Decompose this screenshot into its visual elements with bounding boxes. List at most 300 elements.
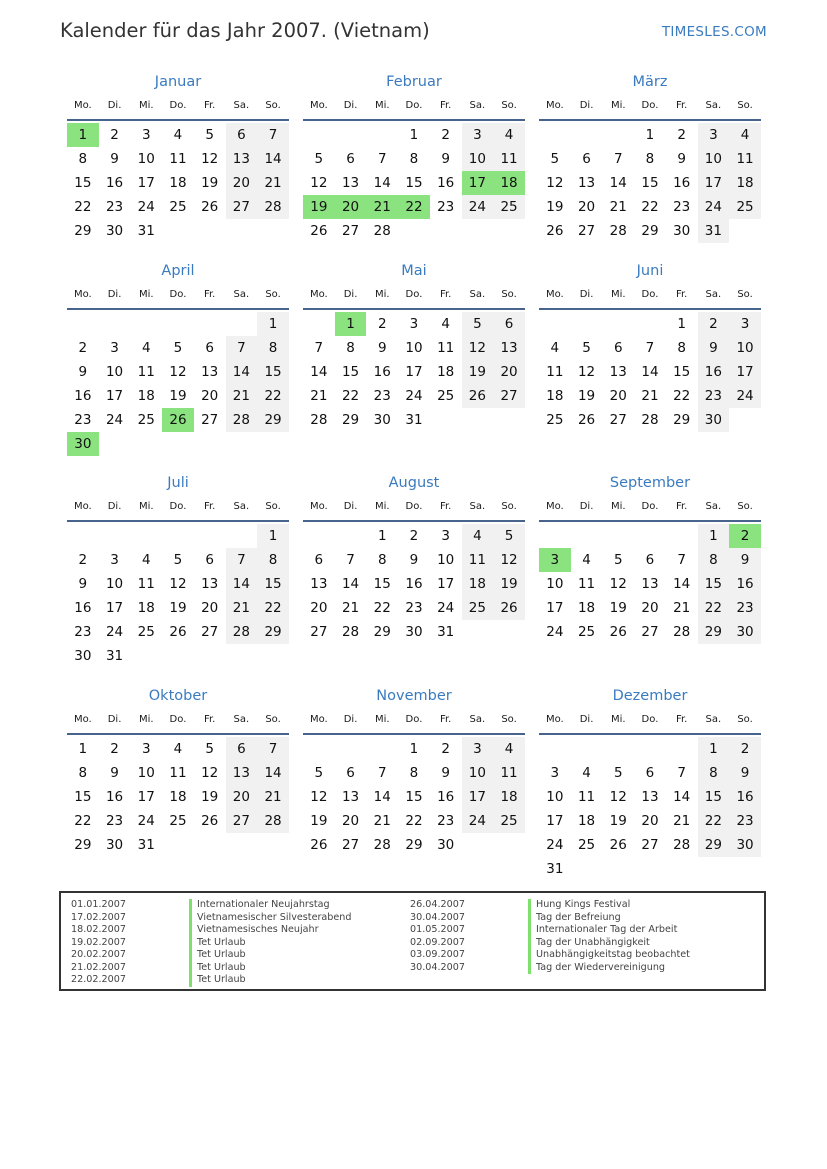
day-cell: 3: [550, 765, 560, 781]
weekday-label: So.: [265, 714, 281, 725]
day-cell: 31: [137, 837, 155, 853]
weekday-label: Di.: [343, 100, 358, 111]
empty-cell: [67, 312, 99, 336]
weekday-label: So.: [265, 501, 281, 512]
weekday-header: [539, 94, 761, 121]
day-cell: 6: [346, 151, 355, 167]
day-cell: 8: [645, 151, 655, 167]
empty-cell: [634, 737, 666, 761]
holiday-day-cell: 20: [335, 195, 367, 219]
holiday-name: Unabhängigkeitstag beobachtet: [536, 949, 690, 960]
weekday-label: So.: [737, 501, 753, 512]
day-cell: 19: [546, 199, 564, 215]
month-name: März: [632, 74, 668, 90]
day-cell: 6: [645, 552, 655, 568]
empty-cell: [303, 737, 335, 761]
weekday-label: Fr.: [439, 714, 452, 725]
weekday-label: Do.: [641, 714, 659, 725]
day-cell: 20: [226, 171, 258, 195]
day-cell: 4: [441, 316, 450, 332]
day-cell: 19: [169, 600, 187, 616]
day-cell: 8: [409, 151, 419, 167]
day-cell: 2: [377, 316, 387, 332]
day-cell: 30: [673, 223, 691, 239]
day-cell: 19: [201, 789, 219, 805]
day-cell: 9: [110, 765, 119, 781]
month-name: September: [609, 475, 691, 491]
day-cell: 25: [169, 199, 187, 215]
day-cell: 7: [226, 548, 258, 572]
weekday-label: Mi.: [374, 501, 390, 512]
day-cell: 28: [373, 837, 391, 853]
month-4: [67, 259, 289, 456]
weekday-label: Di.: [107, 100, 122, 111]
day-grid: [303, 737, 525, 857]
day-cell: 10: [105, 576, 124, 592]
weekday-label: Do.: [169, 100, 187, 111]
weekday-label: Mo.: [309, 501, 328, 512]
weekday-label: Mi.: [138, 501, 154, 512]
weekday-label: Do.: [405, 100, 423, 111]
day-cell: 28: [226, 408, 258, 432]
day-cell: 23: [673, 199, 691, 215]
day-cell: 26: [310, 837, 328, 853]
holiday-day-cell: 21: [366, 195, 398, 219]
day-cell: 4: [550, 340, 560, 356]
weekday-header: [303, 94, 525, 121]
day-cell: 1: [409, 741, 419, 757]
day-cell: 15: [373, 576, 391, 592]
weekday-label: Fr.: [675, 289, 688, 300]
weekday-label: Fr.: [675, 714, 688, 725]
day-cell: 15: [698, 572, 730, 596]
holiday-marker: [528, 924, 531, 937]
day-cell: 23: [105, 813, 124, 829]
month-3: [539, 70, 761, 243]
day-cell: 17: [105, 388, 124, 404]
day-cell: 26: [546, 223, 564, 239]
month-5: [303, 259, 525, 432]
day-cell: 21: [673, 813, 691, 829]
day-cell: 21: [373, 813, 391, 829]
weekday-label: So.: [737, 100, 753, 111]
holiday-row: [71, 912, 351, 925]
day-cell: 19: [609, 813, 627, 829]
day-cell: 15: [698, 785, 730, 809]
day-cell: 20: [341, 813, 360, 829]
weekday-label: Mo.: [73, 100, 92, 111]
day-cell: 11: [462, 548, 494, 572]
day-cell: 12: [169, 364, 187, 380]
empty-cell: [602, 123, 634, 147]
day-cell: 30: [437, 837, 455, 853]
weekday-label: So.: [265, 289, 281, 300]
day-cell: 27: [341, 837, 360, 853]
holiday-marker: [189, 912, 192, 925]
day-cell: 12: [169, 576, 187, 592]
weekday-header: [539, 708, 761, 735]
day-cell: 22: [673, 388, 691, 404]
weekday-label: Do.: [641, 289, 659, 300]
day-cell: 23: [729, 596, 761, 620]
day-cell: 10: [462, 147, 494, 171]
day-cell: 8: [78, 151, 88, 167]
holiday-name: Hung Kings Festival: [536, 899, 631, 910]
day-cell: 25: [546, 412, 564, 428]
weekday-label: Di.: [343, 289, 358, 300]
day-cell: 5: [550, 151, 560, 167]
day-cell: 11: [137, 364, 155, 380]
weekday-label: Mo.: [73, 501, 92, 512]
day-grid: [303, 123, 525, 243]
day-cell: 14: [673, 576, 691, 592]
day-cell: 22: [698, 809, 730, 833]
holiday-marker: [189, 962, 192, 975]
weekday-label: Fr.: [203, 289, 216, 300]
day-cell: 31: [137, 223, 155, 239]
empty-cell: [162, 312, 194, 336]
day-cell: 17: [698, 171, 730, 195]
day-cell: 12: [310, 175, 328, 191]
month-name: Dezember: [612, 688, 688, 704]
holiday-day-cell: 19: [303, 195, 335, 219]
day-cell: 9: [377, 340, 387, 356]
day-cell: 30: [105, 837, 124, 853]
day-cell: 3: [110, 552, 119, 568]
day-cell: 19: [201, 175, 219, 191]
empty-cell: [99, 312, 131, 336]
day-cell: 7: [346, 552, 355, 568]
day-cell: 16: [698, 360, 730, 384]
day-grid: [539, 123, 761, 243]
day-cell: 25: [577, 837, 596, 853]
day-cell: 13: [609, 364, 627, 380]
day-cell: 2: [698, 312, 730, 336]
day-cell: 2: [78, 340, 88, 356]
day-cell: 27: [577, 223, 596, 239]
month-name: November: [376, 688, 452, 704]
day-cell: 12: [310, 789, 328, 805]
day-cell: 14: [226, 572, 258, 596]
day-cell: 26: [310, 223, 328, 239]
day-cell: 21: [673, 600, 691, 616]
weekday-header: [303, 708, 525, 735]
day-cell: 6: [205, 552, 214, 568]
day-cell: 17: [546, 600, 564, 616]
weekday-label: Di.: [107, 289, 122, 300]
weekday-label: Mi.: [138, 100, 154, 111]
holiday-day-cell: 22: [398, 195, 430, 219]
weekday-label: Mo.: [309, 100, 328, 111]
day-cell: 29: [74, 837, 92, 853]
weekday-label: So.: [501, 714, 517, 725]
day-cell: 22: [641, 199, 659, 215]
day-cell: 9: [409, 552, 419, 568]
weekday-label: Sa.: [233, 100, 250, 111]
day-cell: 21: [310, 388, 328, 404]
day-cell: 27: [609, 412, 627, 428]
empty-cell: [571, 737, 603, 761]
day-cell: 4: [173, 127, 183, 143]
empty-cell: [571, 524, 603, 548]
month-2: [303, 70, 525, 243]
day-cell: 27: [226, 809, 258, 833]
month-name: Februar: [386, 74, 442, 90]
empty-cell: [130, 312, 162, 336]
day-cell: 20: [641, 813, 659, 829]
holiday-day-cell: 18: [493, 171, 525, 195]
weekday-label: Mi.: [374, 714, 390, 725]
weekday-label: Di.: [579, 100, 594, 111]
day-cell: 3: [110, 340, 119, 356]
day-cell: 8: [409, 765, 419, 781]
day-cell: 17: [462, 785, 494, 809]
day-cell: 15: [405, 789, 423, 805]
day-cell: 4: [141, 552, 151, 568]
holiday-marker: [528, 899, 531, 912]
day-cell: 15: [673, 364, 691, 380]
holiday-row: [71, 937, 351, 950]
day-cell: 16: [729, 572, 761, 596]
day-cell: 16: [74, 388, 92, 404]
weekday-label: Do.: [405, 501, 423, 512]
holiday-row: [71, 962, 351, 975]
day-cell: 23: [698, 384, 730, 408]
day-cell: 4: [493, 737, 525, 761]
day-cell: 6: [346, 765, 355, 781]
empty-cell: [366, 737, 398, 761]
day-cell: 4: [173, 741, 183, 757]
holiday-day-cell: 1: [67, 123, 99, 147]
day-grid: [539, 312, 761, 432]
holiday-date: 02.09.2007: [410, 936, 465, 948]
holiday-marker: [528, 949, 531, 962]
day-cell: 25: [137, 412, 155, 428]
day-cell: 4: [729, 123, 761, 147]
day-cell: 24: [137, 199, 155, 215]
month-6: [539, 259, 761, 432]
weekday-label: Mi.: [610, 100, 626, 111]
day-cell: 14: [226, 360, 258, 384]
day-cell: 18: [462, 572, 494, 596]
day-cell: 18: [137, 600, 155, 616]
month-name: Mai: [401, 263, 427, 279]
day-cell: 23: [105, 199, 124, 215]
weekday-label: Mi.: [610, 714, 626, 725]
day-cell: 28: [226, 620, 258, 644]
day-cell: 1: [677, 316, 686, 332]
day-cell: 26: [609, 837, 627, 853]
day-cell: 16: [74, 600, 92, 616]
day-cell: 14: [257, 761, 289, 785]
day-cell: 24: [137, 813, 155, 829]
day-cell: 11: [437, 340, 455, 356]
weekday-label: Mi.: [138, 289, 154, 300]
day-cell: 19: [609, 600, 627, 616]
day-cell: 10: [137, 151, 155, 167]
day-cell: 4: [582, 765, 591, 781]
brand-link[interactable]: TIMESLES.COM: [661, 24, 767, 40]
day-cell: 3: [462, 737, 494, 761]
day-cell: 5: [173, 340, 183, 356]
empty-cell: [539, 737, 571, 761]
weekday-header: [303, 495, 525, 522]
day-cell: 11: [577, 789, 596, 805]
holiday-marker: [528, 962, 531, 975]
day-cell: 1: [78, 741, 88, 757]
day-cell: 6: [205, 340, 214, 356]
day-cell: 4: [462, 524, 494, 548]
holiday-marker: [189, 949, 192, 962]
day-cell: 30: [405, 624, 423, 640]
day-cell: 18: [169, 175, 187, 191]
day-cell: 24: [105, 412, 124, 428]
day-cell: 1: [377, 528, 387, 544]
day-cell: 16: [105, 789, 124, 805]
day-cell: 11: [493, 147, 525, 171]
day-cell: 28: [341, 624, 360, 640]
day-cell: 20: [577, 199, 596, 215]
weekday-label: Mi.: [138, 714, 154, 725]
empty-cell: [67, 524, 99, 548]
day-cell: 23: [729, 809, 761, 833]
month-name: Juni: [636, 263, 664, 279]
day-cell: 17: [105, 600, 124, 616]
day-cell: 29: [698, 833, 730, 857]
day-cell: 8: [377, 552, 387, 568]
holiday-row: [71, 974, 351, 987]
day-cell: 25: [137, 624, 155, 640]
day-cell: 9: [698, 336, 730, 360]
weekday-label: Mi.: [610, 501, 626, 512]
day-cell: 8: [257, 336, 289, 360]
day-cell: 30: [74, 648, 92, 664]
day-cell: 15: [74, 175, 92, 191]
holiday-marker: [528, 937, 531, 950]
day-cell: 25: [493, 809, 525, 833]
holiday-date: 01.05.2007: [410, 924, 465, 935]
weekday-label: So.: [501, 289, 517, 300]
weekday-label: Di.: [579, 501, 594, 512]
day-grid: [303, 312, 525, 432]
weekday-header: [67, 94, 289, 121]
holiday-date: 30.04.2007: [410, 911, 465, 923]
empty-cell: [303, 312, 335, 336]
weekday-label: Di.: [579, 714, 594, 725]
day-cell: 25: [577, 624, 596, 640]
day-cell: 12: [577, 364, 596, 380]
holiday-list-right: [410, 899, 690, 974]
holiday-name: Tet Urlaub: [197, 949, 246, 960]
holiday-date: 30.04.2007: [410, 961, 465, 973]
weekday-header: [303, 283, 525, 310]
weekday-label: Sa.: [705, 289, 722, 300]
day-cell: 27: [641, 837, 659, 853]
empty-cell: [539, 312, 571, 336]
day-cell: 19: [493, 572, 525, 596]
month-name: Juli: [167, 475, 189, 491]
day-cell: 22: [257, 596, 289, 620]
day-cell: 8: [257, 548, 289, 572]
day-cell: 28: [673, 624, 691, 640]
holiday-day-cell: 2: [729, 524, 761, 548]
holiday-name: Tag der Unabhängigkeit: [536, 936, 650, 948]
weekday-label: Sa.: [469, 501, 486, 512]
holiday-row: [410, 912, 690, 925]
day-cell: 17: [546, 813, 564, 829]
day-cell: 25: [462, 596, 494, 620]
empty-cell: [366, 123, 398, 147]
day-cell: 5: [314, 765, 324, 781]
day-cell: 14: [257, 147, 289, 171]
weekday-label: Do.: [641, 501, 659, 512]
holiday-name: Tet Urlaub: [197, 961, 246, 973]
day-cell: 14: [373, 789, 391, 805]
day-cell: 15: [257, 360, 289, 384]
empty-cell: [303, 123, 335, 147]
month-10: [67, 684, 289, 857]
weekday-label: Mo.: [309, 289, 328, 300]
day-cell: 13: [341, 789, 360, 805]
day-cell: 16: [405, 576, 423, 592]
day-cell: 8: [78, 765, 88, 781]
holiday-marker: [189, 924, 192, 937]
day-cell: 22: [373, 600, 391, 616]
holiday-name: Internationaler Tag der Arbeit: [536, 924, 678, 935]
weekday-label: Mo.: [545, 100, 564, 111]
day-cell: 23: [74, 412, 92, 428]
weekday-label: So.: [501, 501, 517, 512]
holiday-date: 01.01.2007: [71, 899, 126, 910]
day-cell: 28: [310, 412, 328, 428]
day-cell: 27: [641, 624, 659, 640]
day-cell: 23: [437, 813, 455, 829]
day-cell: 6: [493, 312, 525, 336]
day-cell: 13: [493, 336, 525, 360]
weekday-label: Di.: [107, 501, 122, 512]
holiday-row: [410, 937, 690, 950]
day-cell: 27: [341, 223, 360, 239]
month-name: August: [388, 475, 440, 491]
day-cell: 24: [105, 624, 124, 640]
day-cell: 13: [577, 175, 596, 191]
day-cell: 5: [173, 552, 183, 568]
day-cell: 9: [677, 151, 686, 167]
day-cell: 2: [441, 741, 450, 757]
holiday-day-cell: 30: [67, 432, 99, 456]
day-cell: 22: [341, 388, 360, 404]
day-cell: 18: [493, 785, 525, 809]
day-cell: 8: [346, 340, 355, 356]
day-cell: 3: [441, 528, 450, 544]
weekday-label: So.: [501, 100, 517, 111]
weekday-label: Fr.: [203, 100, 216, 111]
holiday-row: [410, 924, 690, 937]
day-cell: 7: [613, 151, 623, 167]
day-cell: 10: [105, 364, 124, 380]
day-cell: 28: [373, 223, 391, 239]
day-cell: 30: [105, 223, 124, 239]
weekday-label: Sa.: [705, 714, 722, 725]
day-cell: 26: [462, 384, 494, 408]
day-cell: 12: [609, 576, 627, 592]
day-cell: 29: [673, 412, 691, 428]
holiday-date: 20.02.2007: [71, 949, 126, 960]
weekday-label: Sa.: [469, 100, 486, 111]
month-12: [539, 684, 761, 881]
day-cell: 1: [257, 524, 289, 548]
weekday-label: Mo.: [73, 289, 92, 300]
